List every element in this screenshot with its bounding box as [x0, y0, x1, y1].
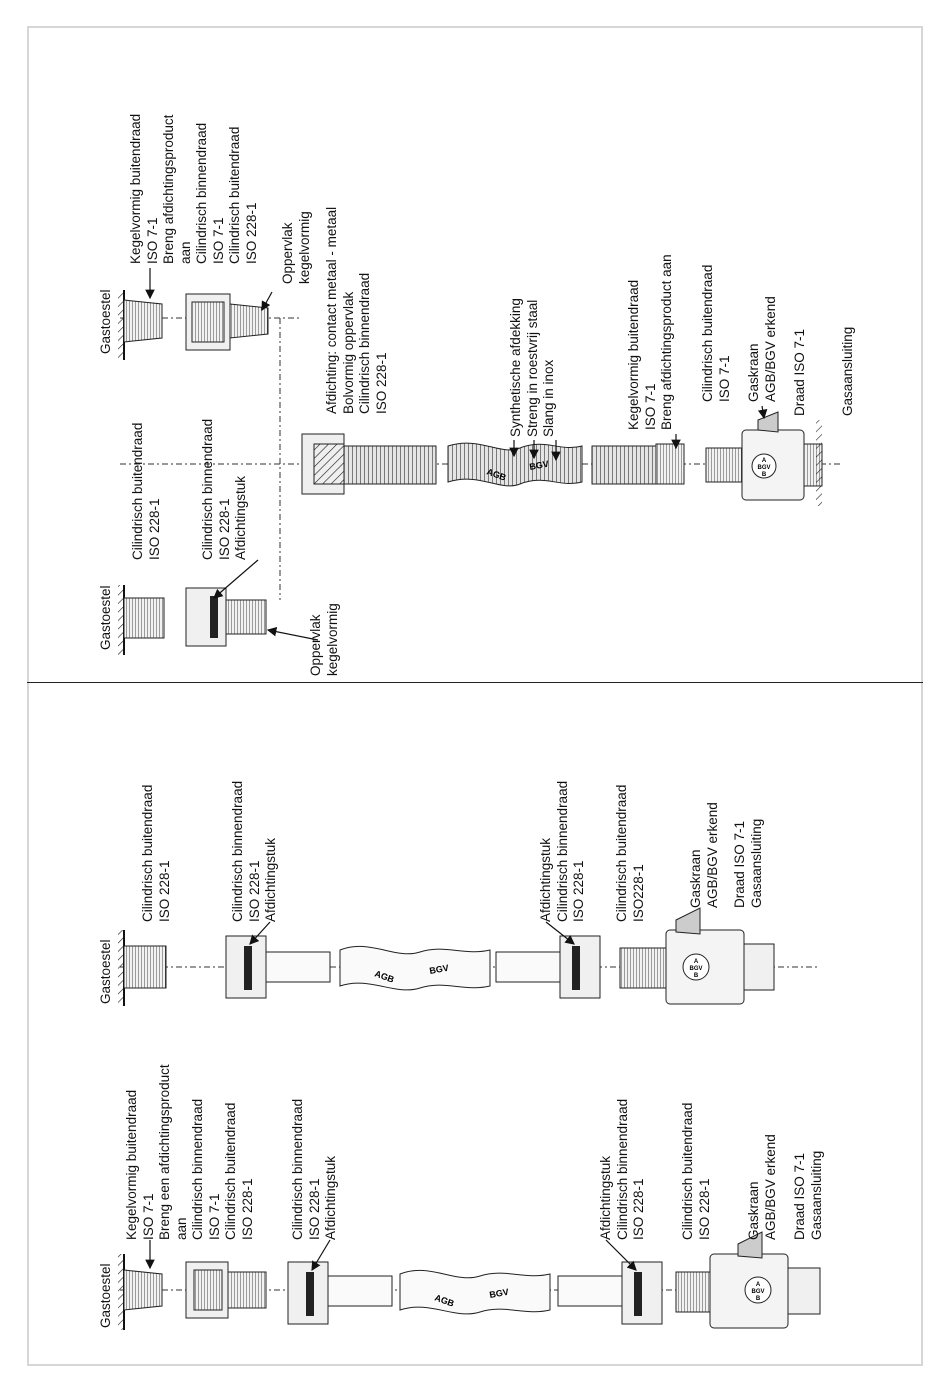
label-gas-connection: Gasaansluiting — [840, 326, 855, 416]
label-conical-outer-apply: Kegelvormig buitendraad ISO 7-1 Breng afdichtingsproduct aan — [626, 254, 674, 430]
label-bottom-seal-inner-b: Afdichtingstuk Cilindrisch binnendraad ISO 228-1 — [598, 1098, 646, 1240]
badge-bgv-top: BGV — [757, 465, 771, 471]
label-bottom-appliance-a: Gastoestel — [98, 939, 113, 1004]
label-bottom-thread-conn-d: Draad ISO 7-1 Gasaansluiting — [732, 818, 764, 908]
label-conical-surface-a: Oppervlak kegelvormig — [308, 603, 340, 676]
label-appliance-a: Gastoestel — [98, 289, 113, 354]
hose-mark-bgv-b: BGV — [488, 1286, 510, 1300]
label-bottom-seal-inner-d: Afdichtingstuk Cilindrisch binnendraad ISO 228-1 — [538, 780, 586, 922]
hose-mark-agb-top: AGB — [485, 466, 508, 483]
label-bottom-thread-conn-b: Draad ISO 7-1 Gasaansluiting — [792, 1150, 824, 1240]
label-thread-iso7: Draad ISO 7-1 — [792, 328, 807, 416]
label-metal-seal: Afdichting: contact metaal - metaal Bolvormig oppervlak Cilindrisch binnendraad ISO 228-1 — [324, 206, 389, 414]
label-gas-valve: Gaskraan AGB/BGV erkend — [746, 296, 778, 402]
badge-a-bottom-a: A — [693, 959, 699, 965]
hose-mark-bgv-a: BGV — [428, 962, 450, 976]
label-conical-adapter: Kegelvormig buitendraad ISO 7-1 Breng afdichtingsproduct aan Cilindrisch binnendraad ISO 7-1 Cilindrisch buitendraad ISO 228-1 — [128, 113, 259, 264]
label-cyl-outer-a: Cilindrisch buitendraad ISO 228-1 — [130, 422, 162, 560]
label-bottom-appliance-b: Gastoestel — [98, 1263, 113, 1328]
label-bottom-inner-seal-a: Cilindrisch binnendraad ISO 228-1 Afdichtingstuk — [290, 1098, 338, 1240]
label-hose-layers: Synthetische afdekking Streng in roestvrij staal Slang in inox — [508, 298, 556, 437]
badge-a-bottom-b: A — [755, 1282, 761, 1288]
hose-mark-agb-b: AGB — [433, 1292, 456, 1309]
label-conical-surface-b: Oppervlak kegelvormig — [280, 211, 312, 284]
label-bottom-adapter-labels: Kegelvormig buitendraad ISO 7-1 Breng een afdichtingsproduct aan Cilindrisch binnendraad ISO 7-1 Cilindrisch buitendraad ISO 228-1 — [124, 1064, 255, 1240]
label-bottom-cyl-outer-b: Cilindrisch buitendraad ISO 228-1 — [680, 1102, 712, 1240]
label-bottom-valve-b: Gaskraan AGB/BGV erkend — [746, 1134, 778, 1240]
hose-mark-agb-a: AGB — [373, 968, 396, 985]
badge-b-bottom-a: B — [693, 973, 699, 979]
label-bottom-valve-d: Gaskraan AGB/BGV erkend — [688, 802, 720, 908]
label-bottom-inner-seal-c: Cilindrisch binnendraad ISO 228-1 Afdichtingstuk — [230, 780, 278, 922]
label-cyl-inner-seal: Cilindrisch binnendraad ISO 228-1 Afdichtingstuk — [200, 418, 248, 560]
badge-bgv-bottom-a: BGV — [689, 966, 703, 972]
badge-b-bottom-b: B — [755, 1296, 761, 1302]
badge-a-top: A — [761, 458, 767, 464]
label-appliance-b: Gastoestel — [98, 585, 113, 650]
badge-b-top: B — [761, 472, 767, 478]
label-cyl-outer-iso7: Cilindrisch buitendraad ISO 7-1 — [700, 264, 732, 402]
badge-bgv-bottom-b: BGV — [751, 1289, 765, 1295]
label-bottom-cyl-outer-d: Cilindrisch buitendraad ISO228-1 — [614, 784, 646, 922]
hose-mark-bgv-top: BGV — [528, 458, 550, 472]
label-bottom-cyl-outer-top: Cilindrisch buitendraad ISO 228-1 — [140, 784, 172, 922]
